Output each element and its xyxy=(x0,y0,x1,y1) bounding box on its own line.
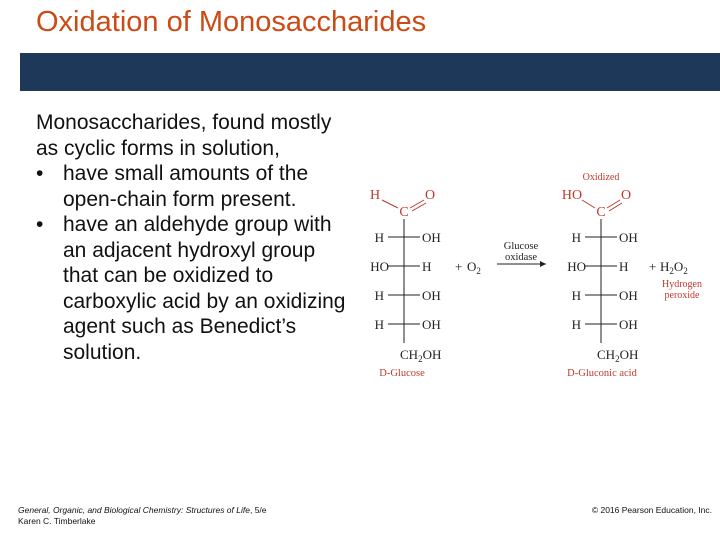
oxygen-reagent xyxy=(455,259,481,276)
gluconic-c1-ho: HO xyxy=(561,188,583,203)
arrow-head xyxy=(540,261,546,267)
glucose-row-left: H xyxy=(374,317,384,332)
footer-author: Karen C. Timberlake xyxy=(18,516,96,526)
glucose-row-right: OH xyxy=(422,317,441,332)
reaction-arrow xyxy=(497,241,546,267)
glucose-row-right: OH xyxy=(422,288,441,303)
glucose-row-left: H xyxy=(374,288,384,303)
glucose-bottom-group: $CH_2OH$ xyxy=(400,347,442,364)
footer-citation xyxy=(18,505,267,527)
gluconic-double-bond xyxy=(607,200,620,208)
glucose-row-right: OH xyxy=(422,230,441,245)
gluconic-row-right: OH xyxy=(619,288,638,303)
oxidized-label: Oxidized xyxy=(582,172,620,183)
peroxide-label: peroxide xyxy=(664,290,700,301)
gluconic-double-bond xyxy=(609,203,622,211)
footer-book-line xyxy=(18,505,267,516)
gluconic-row-left: H xyxy=(571,288,581,303)
enzyme-label: Glucose xyxy=(503,241,539,252)
gluconic-row-right: H xyxy=(619,259,629,274)
gluconic-row-left: H xyxy=(571,317,581,332)
glucose-double-bond xyxy=(410,200,424,208)
footer-copyright: © 2016 Pearson Education, Inc. xyxy=(591,505,712,515)
book-title: General, Organic, and Biological Chemistry: Structures of Life xyxy=(18,505,250,515)
gluconic-c1-carbon: C xyxy=(596,205,606,220)
gluconic-row-left: HO xyxy=(567,259,586,274)
glucose-structure xyxy=(370,188,441,379)
bullet-item: • have an aldehyde group with an adjacent hydroxyl group that can be oxidized to carboxylic acid by an oxidizing agent such as Benedict’s solution. xyxy=(36,212,356,365)
slide-title: Oxidation of Monosaccharides xyxy=(36,6,427,38)
plus-sign: + xyxy=(649,259,657,274)
enzyme-label: oxidase xyxy=(504,252,538,263)
gluconic-row-left: H xyxy=(571,230,581,245)
header-band xyxy=(20,53,720,91)
gluconic-bond-ho xyxy=(582,200,595,208)
bullet-item: • have small amounts of the open-chain form present. xyxy=(36,161,356,212)
plus-sign: + xyxy=(455,259,463,274)
glucose-row-left: HO xyxy=(370,259,389,274)
glucose-c1-carbon: C xyxy=(399,205,409,220)
glucose-row-right: H xyxy=(422,259,432,274)
gluconic-acid-structure xyxy=(562,172,638,379)
gluconic-c1-o: O xyxy=(620,188,632,203)
hydrogen-peroxide-product xyxy=(649,259,702,301)
slide-body xyxy=(36,110,356,365)
glucose-double-bond xyxy=(412,203,426,211)
gluconic-name: D-Gluconic acid xyxy=(567,368,637,379)
glucose-c1-o: O xyxy=(424,188,436,203)
glucose-row-left: H xyxy=(374,230,384,245)
peroxide-formula: $H_2O_2$ xyxy=(660,259,688,276)
oxygen-formula: $O_2$ xyxy=(467,259,481,276)
gluconic-row-right: OH xyxy=(619,230,638,245)
peroxide-label: Hydrogen xyxy=(662,279,702,290)
book-edition: , 5/e xyxy=(249,505,267,515)
glucose-name: D-Glucose xyxy=(379,368,425,379)
gluconic-bottom-group: $CH_2OH$ xyxy=(597,347,639,364)
gluconic-row-right: OH xyxy=(619,317,638,332)
oxidation-reaction-diagram xyxy=(360,160,720,390)
intro-text: Monosaccharides, found mostly as cyclic forms in solution, xyxy=(36,111,332,160)
glucose-bond-h xyxy=(382,200,398,208)
glucose-c1-h: H xyxy=(369,188,381,203)
bullet-list xyxy=(36,161,356,365)
